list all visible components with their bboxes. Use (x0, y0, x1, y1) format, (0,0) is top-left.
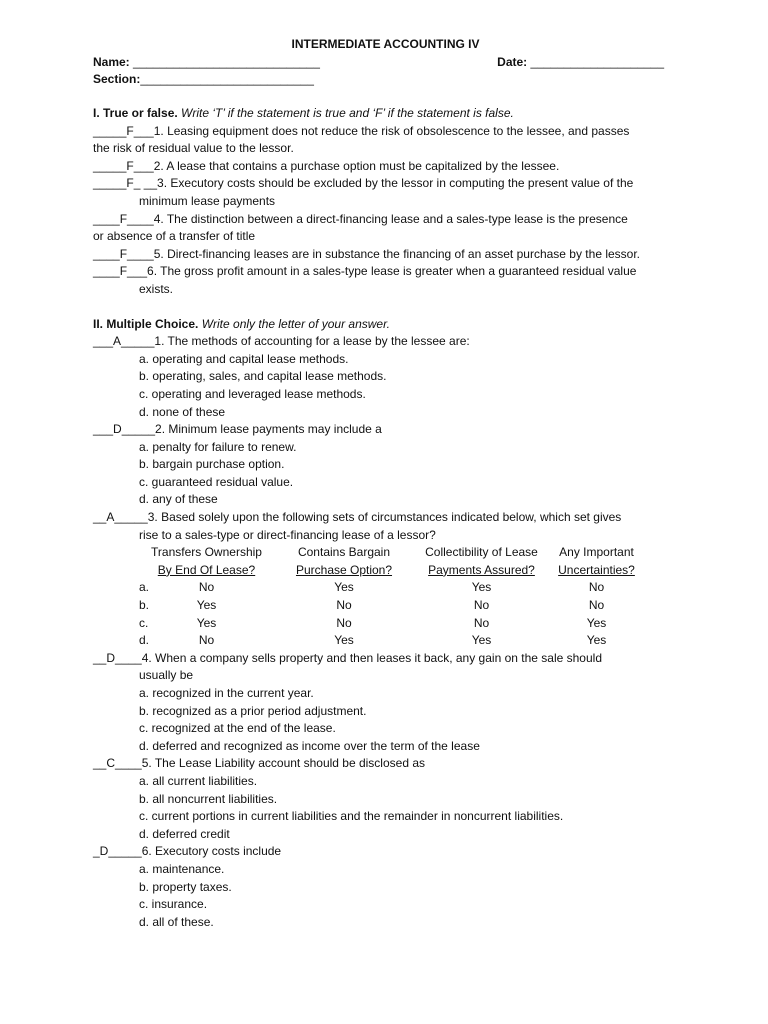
true-false-instruction: Write ‘T’ if the statement is true and ‘F’ if the statement is false. (181, 106, 514, 120)
tf-item-5: ____F____5. Direct-financing leases are in substance the financing of an asset purchase by the lessor. (93, 246, 641, 261)
table-header-row (139, 544, 644, 562)
mc-q4-option-d: d. deferred and recognized as income over the term of the lease (139, 738, 480, 753)
tf-item-3: _____F_ __3. Executory costs should be excluded by the lessor in computing the present value of the (93, 176, 634, 191)
mc-q5-option-d: d. deferred credit (139, 826, 230, 841)
table-cell: Yes (471, 580, 492, 595)
multiple-choice-instruction: Write only the letter of your answer. (201, 316, 390, 331)
table-cell: Yes (586, 615, 607, 630)
section-label: Section: (93, 72, 141, 86)
table-cell: No (336, 615, 352, 630)
mc-q6-option-b: b. property taxes. (139, 879, 232, 894)
multiple-choice-heading (93, 316, 678, 334)
mc-q2-option-a: a. penalty for failure to renew. (139, 439, 297, 454)
mc-q1-option-b: b. operating, sales, and capital lease methods. (139, 369, 387, 384)
mc-q5-option-b: b. all noncurrent liabilities. (139, 791, 278, 806)
date-blank: ____________________ (530, 55, 664, 69)
tf-item-4: ____F____4. The distinction between a direct-financing lease and a sales-type lease is the presence (93, 211, 628, 226)
worksheet-page (93, 36, 678, 931)
date-label: Date: (497, 55, 528, 69)
table-row (139, 579, 644, 597)
true-false-title: I. True or false. (93, 106, 178, 120)
mc-q3-stem-cont: rise to a sales-type or direct-financing lease of a lessor? (139, 527, 436, 542)
mc-q2-option-c: c. guaranteed residual value. (139, 474, 294, 489)
table-row (139, 597, 644, 615)
table-cell: No (336, 598, 352, 613)
mc-q1-option-a: a. operating and capital lease methods. (139, 351, 349, 366)
table-header-cell: Uncertainties? (558, 562, 635, 577)
tf-item-1: _____F___1. Leasing equipment does not reduce the risk of obsolescence to the lessee, and passes (93, 123, 630, 138)
table-header-cell: Purchase Option? (295, 562, 393, 577)
table-header-cell: Any Important (559, 545, 634, 560)
table-cell: Yes (471, 633, 492, 648)
mc-q6-option-a: a. maintenance. (139, 861, 225, 876)
table-cell: No (198, 633, 215, 648)
table-header-cell: Contains Bargain (297, 545, 391, 560)
mc-q1-option-d: d. none of these (139, 404, 226, 419)
table-cell: Yes (196, 598, 217, 613)
mc-q6-stem: _D_____6. Executory costs include (93, 844, 282, 859)
section-blank: __________________________ (140, 72, 314, 86)
tf-item-1-cont: the risk of residual value to the lessor. (93, 141, 294, 156)
row-label: b. (139, 598, 150, 613)
mc-q4-option-a: a. recognized in the current year. (139, 686, 314, 700)
mc-q1-option-c: c. operating and leveraged lease methods. (139, 386, 366, 401)
table-cell: No (588, 580, 605, 595)
multiple-choice-section (93, 316, 678, 932)
table-cell: Yes (196, 615, 217, 630)
table-cell: No (198, 580, 215, 595)
tf-item-3-cont: minimum lease payments (139, 193, 276, 208)
document-title: INTERMEDIATE ACCOUNTING IV (291, 37, 480, 51)
circumstances-table (139, 544, 644, 650)
row-label: a. (139, 580, 150, 595)
table-cell: No (473, 598, 490, 613)
mc-q5-option-c: c. current portions in current liabilities and the remainder in noncurrent liabilities. (139, 809, 564, 824)
mc-q4-stem-cont: usually be (139, 668, 194, 683)
row-label: c. (139, 615, 149, 630)
mc-q4-option-c: c. recognized at the end of the lease. (139, 721, 336, 736)
tf-item-4-cont: or absence of a transfer of title (93, 229, 256, 244)
table-cell: Yes (334, 633, 354, 648)
tf-item-2: _____F___2. A lease that contains a purchase option must be capitalized by the lessee. (93, 158, 560, 173)
name-field (93, 54, 320, 71)
table-header-cell: Payments Assured? (428, 562, 535, 577)
mc-q3-stem: __A_____3. Based solely upon the following sets of circumstances indicated below, which set gives (93, 510, 622, 525)
mc-q4-stem: __D____4. When a company sells property and then leases it back, any gain on the sale should (93, 650, 602, 665)
mc-q1-stem: ___A_____1. The methods of accounting for a lease by the lessee are: (93, 334, 470, 349)
tf-item-6-cont: exists. (139, 281, 174, 296)
table-cell: Yes (334, 580, 354, 595)
table-row (139, 632, 644, 650)
mc-q4-option-b: b. recognized as a prior period adjustment. (139, 703, 367, 718)
section-row (93, 71, 678, 88)
table-cell: Yes (586, 633, 607, 648)
table-header-row (139, 562, 644, 580)
table-row (139, 615, 644, 633)
mc-q2-option-d: d. any of these (139, 492, 218, 507)
tf-item-6: ____F___6. The gross profit amount in a sales-type lease is greater when a guaranteed residual value (93, 264, 637, 279)
table-cell: No (588, 598, 605, 613)
mc-q5-option-a: a. all current liabilities. (139, 773, 258, 788)
mc-q6-option-c: c. insurance. (139, 897, 208, 912)
table-header-cell: By End Of Lease? (157, 562, 256, 577)
multiple-choice-title: II. Multiple Choice. (93, 316, 199, 331)
name-blank: ____________________________ (133, 55, 320, 69)
row-label: d. (139, 633, 150, 648)
table-header-cell: Transfers Ownership (151, 545, 262, 560)
mc-q2-stem: ___D_____2. Minimum lease payments may include a (93, 422, 382, 437)
mc-q6-option-d: d. all of these. (139, 914, 214, 929)
true-false-heading (93, 105, 678, 123)
mc-q2-option-b: b. bargain purchase option. (139, 457, 285, 472)
date-field (497, 54, 664, 71)
true-false-section (93, 105, 678, 299)
table-header-cell: Collectibility of Lease (425, 545, 538, 560)
mc-q5-stem: __C____5. The Lease Liability account should be disclosed as (93, 756, 426, 771)
name-date-row (93, 54, 678, 71)
table-cell: No (473, 615, 490, 630)
name-label: Name: (93, 55, 130, 69)
